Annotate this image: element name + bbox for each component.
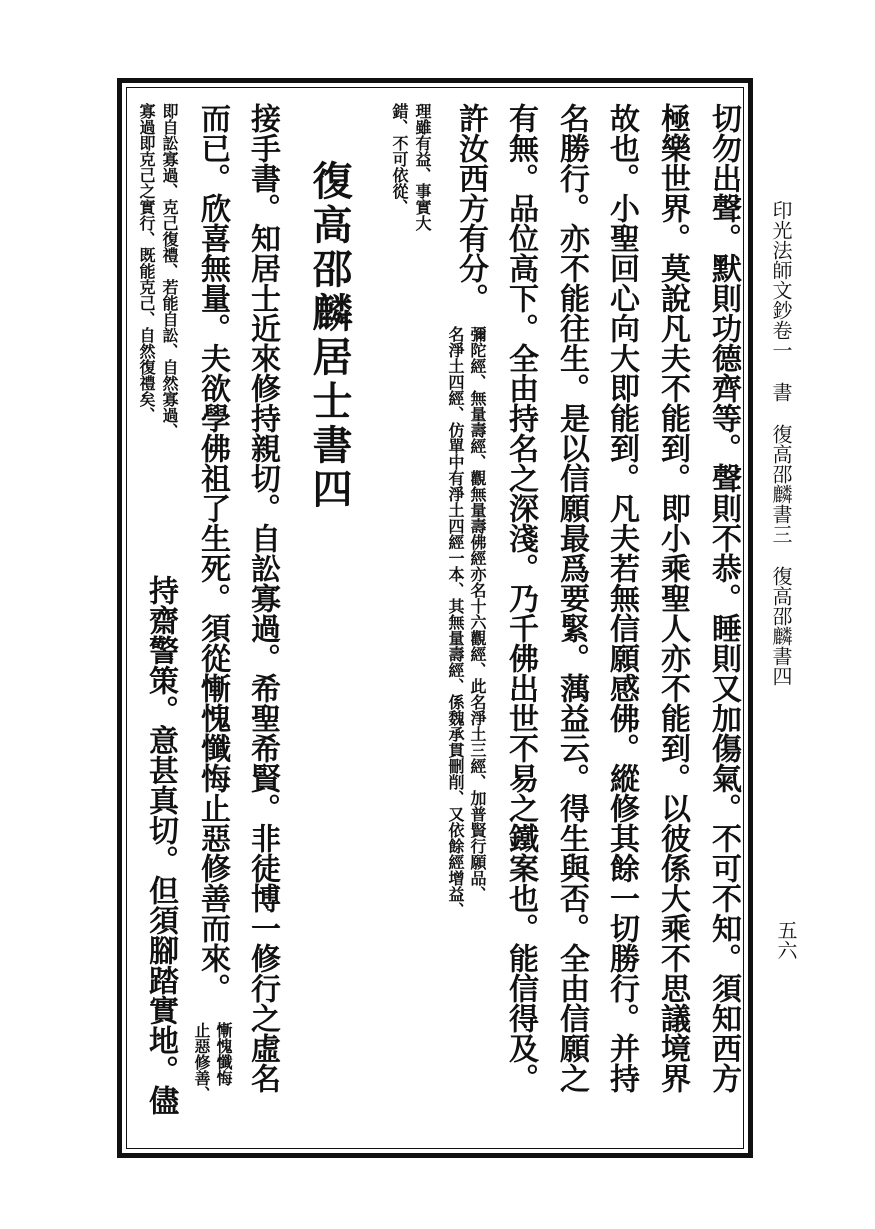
note-column-6b: 名淨土四經、仿單中有淨土四經一本、其無量壽經、係魏承貫刪削、又依餘經增益、 bbox=[446, 326, 465, 918]
letter-current-title: 復高邵麟書四 bbox=[769, 566, 793, 686]
note-column-10b: 止惡修善、 bbox=[192, 1022, 211, 1102]
letter-title: 復高邵麟居士書四 bbox=[306, 160, 353, 512]
letter-prev-title: 復高邵麟書三 bbox=[769, 424, 793, 544]
text-column-9: 接手書。知居士近來修持親切。自訟寡過。希聖希賢。非徒博一修行之虛名 bbox=[245, 103, 280, 1093]
page-number: 五六 bbox=[774, 920, 798, 960]
text-column-4: 名勝行。亦不能往生。是以信願最爲要緊。蕅益云。得生與否。全由信願之 bbox=[554, 103, 589, 1093]
section-label: 書 bbox=[769, 382, 793, 402]
text-column-5: 有無。品位高下。全由持名之深淺。乃千佛出世不易之鐵案也。能信得及。 bbox=[503, 103, 538, 1093]
text-column-10: 而已。欣喜無量。夫欲學佛祖了生死。須從慚愧懺悔止惡修善而來。 bbox=[195, 103, 230, 1003]
running-header bbox=[770, 200, 792, 686]
note-column-10a: 慚愧懺悔 bbox=[214, 1022, 233, 1086]
text-column-6: 許汝西方有分。 bbox=[453, 103, 488, 313]
book-title: 印光法師文鈔卷一 bbox=[769, 200, 793, 360]
text-column-3: 故也。小聖回心向大即能到。凡夫若無信願感佛。縱修其餘一切勝行。并持 bbox=[604, 103, 639, 1093]
note-column-7b: 錯、不可依從、 bbox=[390, 103, 409, 215]
text-column-1: 切勿出聲。默則功德齊等。聲則不恭。睡則又加傷氣。不可不知。須知西方 bbox=[706, 103, 741, 1093]
note-column-6a: 彌陀經、無量壽經、觀無量壽佛經亦名十六觀經、此名淨土三經、加普賢行願品、 bbox=[468, 326, 487, 902]
note-column-7a: 理雖有益、事實大 bbox=[413, 103, 432, 231]
text-column-2: 極樂世界。莫說凡夫不能到。即小乘聖人亦不能到。以彼係大乘不思議境界 bbox=[655, 103, 690, 1093]
note-column-11a: 即自訟寡過、克己復禮、若能自訟、自然寡過、 bbox=[160, 103, 179, 439]
note-column-11b: 寡過即克己之實行、既能克己、自然復禮矣、 bbox=[137, 103, 156, 423]
text-column-11: 持齋警策。意甚真切。但須腳踏實地。儘 bbox=[143, 575, 178, 1115]
